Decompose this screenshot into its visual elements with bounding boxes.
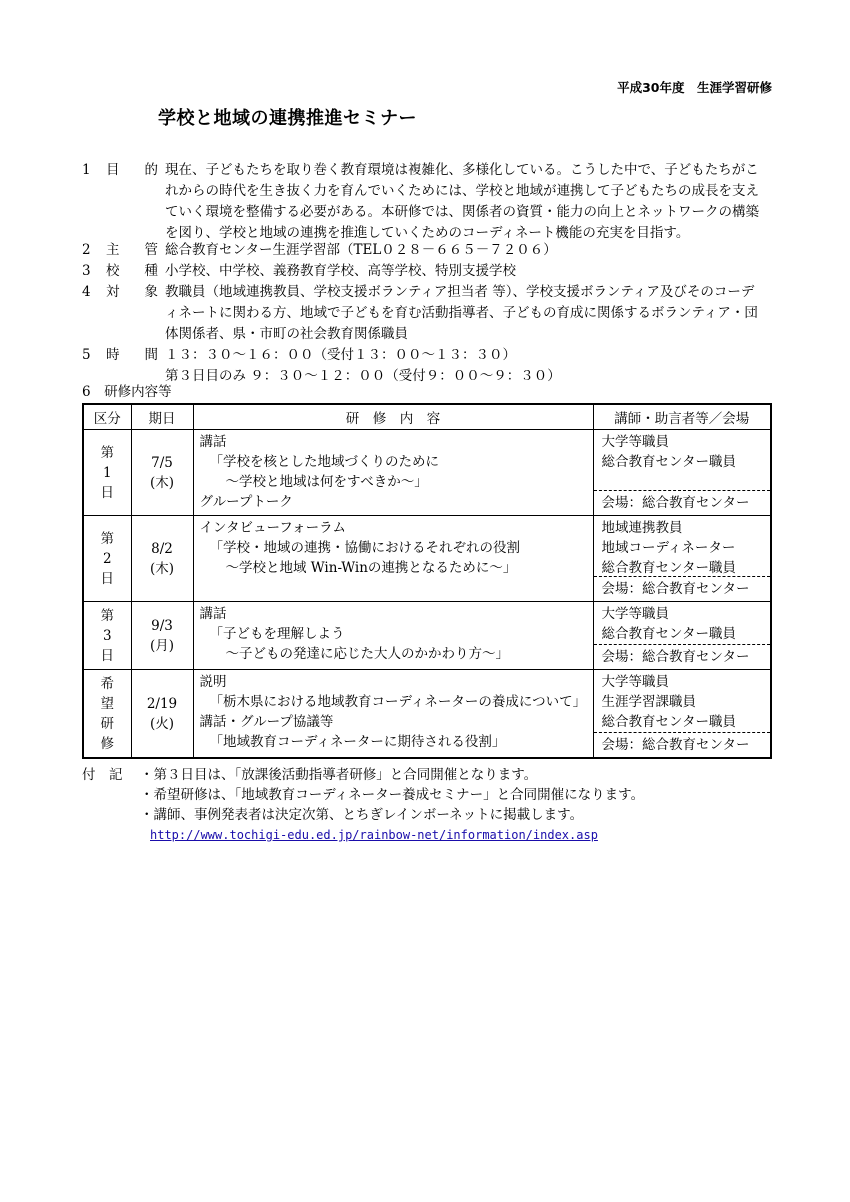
section-label-char: 主 xyxy=(106,242,120,258)
row-date: 7/5 xyxy=(151,454,173,471)
header-content: 研 修 内 容 xyxy=(193,404,593,430)
kubun-char: 1 xyxy=(102,464,112,481)
schedule-row xyxy=(83,670,771,759)
content-line: 「地域教育コーディネーターに期待される役割」 xyxy=(209,734,506,750)
footer-item: ・希望研修は、「地域教育コーディネーター養成セミナー」と合同開催になります。 xyxy=(140,787,645,803)
section-line: １３：３０～１６：００（受付１３：００～１３：３０） xyxy=(165,347,516,363)
section-3 xyxy=(82,261,782,282)
staff-item: 総合教育センター職員 xyxy=(601,714,736,730)
row-content xyxy=(193,602,593,670)
kubun-char: 研 xyxy=(100,715,114,732)
section-line: 小学校、中学校、義務教育学校、高等学校、特別支援学校 xyxy=(165,263,516,279)
header-course-label: 平成30年度 生涯学習研修 xyxy=(617,80,772,95)
footer-link-row xyxy=(140,825,644,845)
section-6-heading xyxy=(82,382,782,403)
staff-list xyxy=(594,602,771,644)
section-number: 4 xyxy=(82,284,91,300)
content-line: 講話 xyxy=(199,434,227,450)
staff-item: 大学等職員 xyxy=(601,674,669,690)
row-content xyxy=(193,516,593,602)
row-date xyxy=(131,670,193,759)
row-day: (火) xyxy=(149,715,175,732)
row-day: (木) xyxy=(149,474,175,491)
content-line: グループトーク xyxy=(199,494,293,510)
kubun-char: 2 xyxy=(102,550,112,567)
section-label-char: 目 xyxy=(106,162,120,178)
section-5 xyxy=(82,345,782,387)
section-number: 3 xyxy=(82,263,91,279)
kubun-char: 日 xyxy=(100,484,114,501)
row-day: (月) xyxy=(149,637,175,654)
kubun-char: 第 xyxy=(100,607,114,624)
kubun-char: 修 xyxy=(100,735,114,752)
kubun-char: 日 xyxy=(100,570,114,587)
section-label-char: 象 xyxy=(144,284,158,300)
section-body xyxy=(165,345,775,387)
staff-list xyxy=(594,670,771,732)
content-line: インタビューフォーラム xyxy=(199,520,346,536)
section-1 xyxy=(82,160,782,244)
staff-item: 地域連携教員 xyxy=(601,520,683,536)
venue-label: 会場：総合教育センター xyxy=(594,644,771,669)
row-staff xyxy=(593,670,771,759)
content-line: 説明 xyxy=(199,674,227,690)
schedule-row xyxy=(83,430,771,516)
content-line: 「子どもを理解しよう xyxy=(209,626,345,642)
schedule-header-row xyxy=(83,404,771,430)
kubun-char: 3 xyxy=(102,627,112,644)
section-line: ィネートに関わる方、地域で子どもを育む活動指導者、子どもの育成に関係するボランティア・団 xyxy=(165,305,758,321)
section-line: を図り、学校と地域の連携を推進していくためのコーディネート機能の充実を目指す。 xyxy=(165,225,690,241)
kubun-char: 第 xyxy=(100,530,114,547)
footer-item: ・講師、事例発表者は決定次第、とちぎレインボーネットに掲載します。 xyxy=(140,807,584,823)
footer-label: 付 記 xyxy=(82,767,123,783)
content-line: 「学校・地域の連携・協働におけるそれぞれの役割 xyxy=(209,540,520,556)
row-kubun xyxy=(83,602,131,670)
rainbow-net-link[interactable]: http://www.tochigi-edu.ed.jp/rainbow-net/information/index.asp xyxy=(150,828,598,842)
section-line: 体関係者、県・市町の社会教育関係職員 xyxy=(165,326,408,342)
row-date xyxy=(131,602,193,670)
section-line: 第３日目のみ ９：３０～１２：００（受付９：００～９：３０） xyxy=(165,368,561,384)
row-kubun xyxy=(83,430,131,516)
section-line: 現在、子どもたちを取り巻く教育環境は複雑化、多様化している。こうした中で、子どもたちがこ xyxy=(165,162,759,178)
section-line: 教職員（地域連携教員、学校支援ボランティア担当者 等）、学校支援ボランティア及びそのコーデ xyxy=(165,284,755,300)
section-label xyxy=(106,261,158,282)
staff-item: 生涯学習課職員 xyxy=(601,694,696,710)
content-line: ～子どもの発達に応じた大人のかかわり方～」 xyxy=(225,646,509,662)
schedule-row xyxy=(83,602,771,670)
row-content xyxy=(193,670,593,759)
staff-item: 大学等職員 xyxy=(601,606,669,622)
row-date: 9/3 xyxy=(151,617,173,634)
row-date xyxy=(131,430,193,516)
row-date: 8/2 xyxy=(151,540,173,557)
schedule-table xyxy=(82,403,772,759)
section-6-label: 6 研修内容等 xyxy=(82,384,172,400)
staff-list xyxy=(594,516,771,576)
kubun-char: 望 xyxy=(100,695,114,712)
staff-list xyxy=(594,430,771,490)
schedule-row xyxy=(83,516,771,602)
section-line: 総合教育センター生涯学習部（TEL０２８－６６５－７２０６） xyxy=(165,242,557,258)
section-body xyxy=(165,160,775,244)
content-line: 「栃木県における地域教育コーディネーターの養成について」 xyxy=(209,694,587,710)
section-label-char: 間 xyxy=(144,347,158,363)
content-line: 「学校を核とした地域づくりのために xyxy=(209,454,439,470)
section-label xyxy=(106,345,158,366)
section-label-char: 的 xyxy=(144,162,158,178)
row-content xyxy=(193,430,593,516)
staff-item: 大学等職員 xyxy=(601,434,669,450)
section-number: 2 xyxy=(82,242,91,258)
venue-label: 会場：総合教育センター xyxy=(594,490,771,515)
section-label-char: 時 xyxy=(106,347,120,363)
kubun-char: 希 xyxy=(100,675,114,692)
row-date: 2/19 xyxy=(146,695,178,712)
staff-item: 総合教育センター職員 xyxy=(601,626,736,642)
section-label xyxy=(106,160,158,181)
row-staff xyxy=(593,602,771,670)
venue-label: 会場：総合教育センター xyxy=(594,732,771,757)
section-4 xyxy=(82,282,782,345)
kubun-char: 第 xyxy=(100,444,114,461)
row-staff xyxy=(593,516,771,602)
venue-label: 会場：総合教育センター xyxy=(594,576,771,601)
section-label-char: 対 xyxy=(106,284,120,300)
header-staff: 講師・助言者等／会場 xyxy=(593,404,771,430)
row-kubun xyxy=(83,670,131,759)
staff-item: 総合教育センター職員 xyxy=(601,454,736,470)
header-kubun: 区分 xyxy=(83,404,131,430)
section-body xyxy=(165,282,775,345)
section-number: 5 xyxy=(82,347,91,363)
row-staff xyxy=(593,430,771,516)
section-line: れからの時代を生き抜く力を育んでいくためには、学校と地域が連携して子どもたちの成長を支え xyxy=(165,183,759,199)
content-line: ～学校と地域 Win-Winの連携となるために～」 xyxy=(225,560,517,576)
section-line: ていく環境を整備する必要がある。本研修では、関係者の資質・能力の向上とネットワークの構築 xyxy=(165,204,759,220)
content-line: 講話 xyxy=(199,606,227,622)
section-label xyxy=(106,282,158,303)
section-label-char: 管 xyxy=(144,242,158,258)
page-title: 学校と地域の連携推進セミナー xyxy=(158,108,417,129)
section-label-char: 校 xyxy=(106,263,120,279)
footer-item: ・第３日目は、「放課後活動指導者研修」と合同開催となります。 xyxy=(140,767,538,783)
footer-items xyxy=(140,765,644,845)
row-kubun xyxy=(83,516,131,602)
content-line: ～学校と地域は何をすべきか～」 xyxy=(225,474,428,490)
section-label-char: 種 xyxy=(144,263,158,279)
section-2 xyxy=(82,240,782,261)
kubun-char: 日 xyxy=(100,647,114,664)
section-body xyxy=(165,240,775,261)
section-body xyxy=(165,261,775,282)
row-day: (木) xyxy=(149,560,175,577)
row-date xyxy=(131,516,193,602)
section-number: 1 xyxy=(82,162,91,178)
header-date: 期日 xyxy=(131,404,193,430)
staff-item: 地域コーディネーター xyxy=(601,540,736,556)
section-label xyxy=(106,240,158,261)
staff-item: 総合教育センター職員 xyxy=(601,560,736,576)
content-line: 講話・グループ協議等 xyxy=(199,714,334,730)
